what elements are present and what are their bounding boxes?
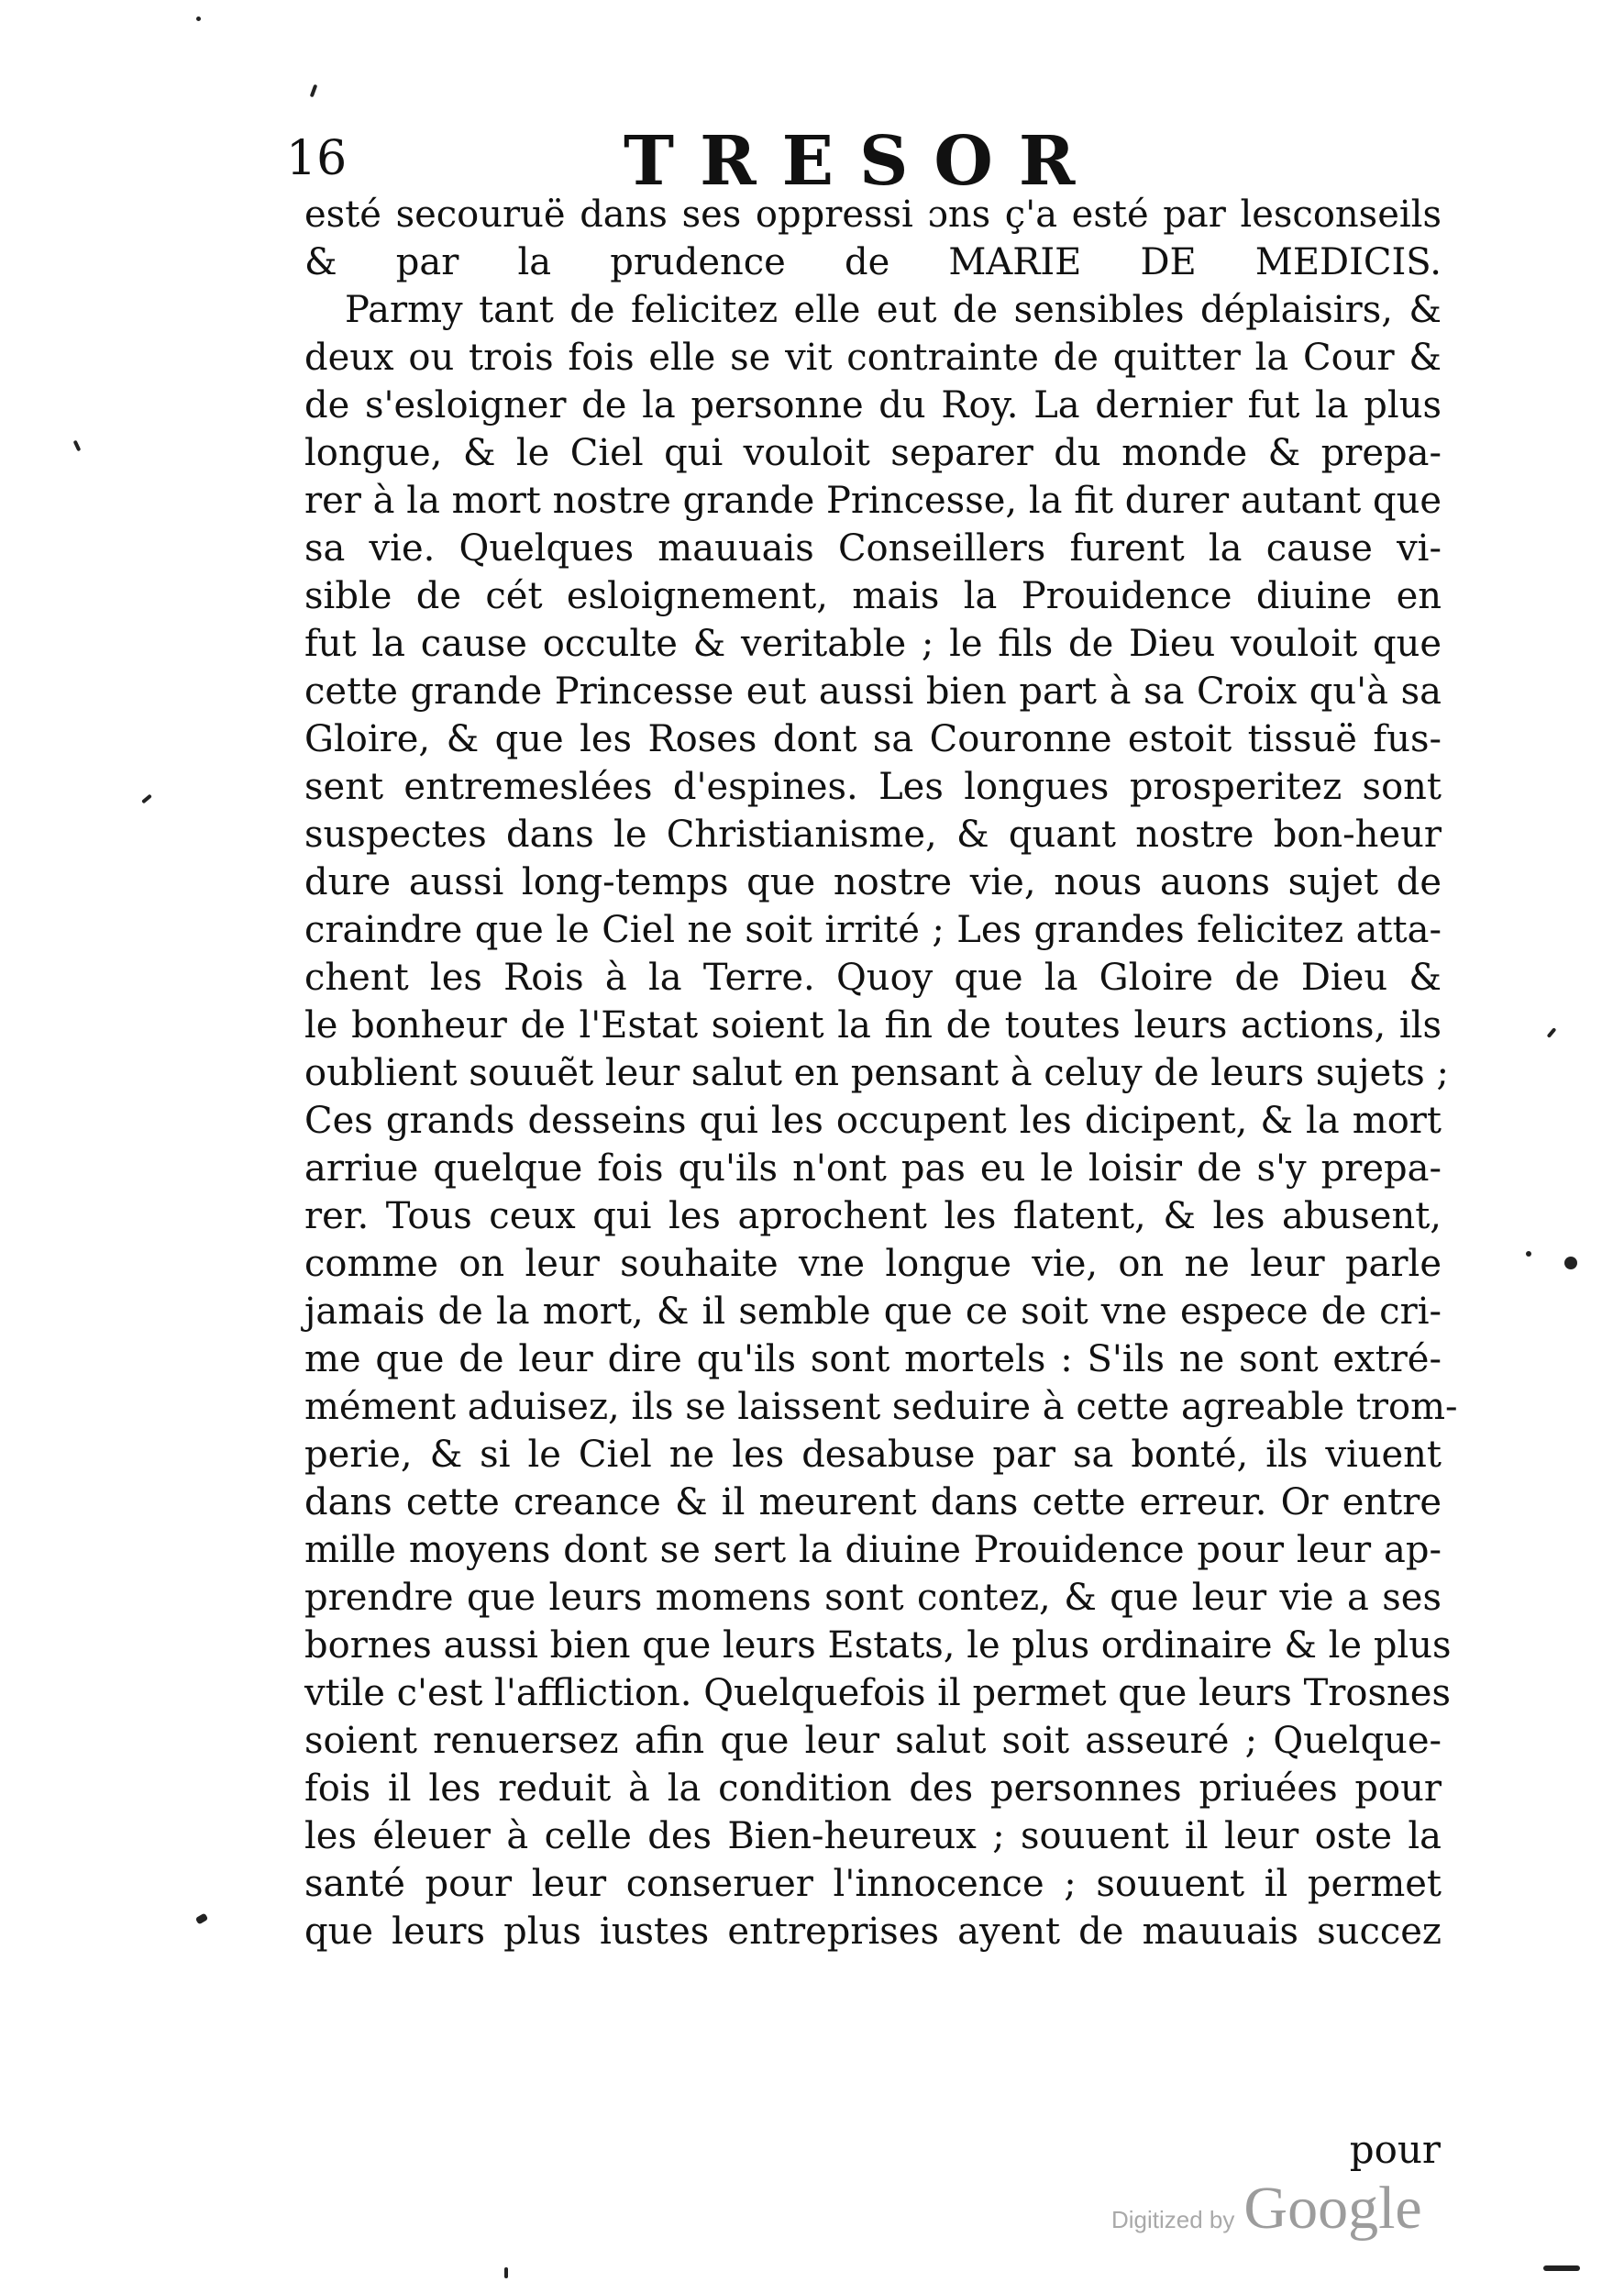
scan-speck xyxy=(1547,1027,1557,1038)
scan-speck xyxy=(195,1913,208,1925)
text-line: sent entremeslées d'espines. Les longues prosperitez sont xyxy=(304,766,1442,808)
text-line: que leurs plus iustes entreprises ayent de mauuais succez xyxy=(304,1911,1442,1953)
body-text xyxy=(304,191,1458,1955)
text-line: vtile c'est l'affliction. Quelquefois il permet que leurs Trosnes xyxy=(304,1672,1451,1714)
watermark-prefix: Digitized by xyxy=(1111,2206,1235,2233)
watermark-brand: Google xyxy=(1243,2175,1422,2242)
running-head: TRESOR xyxy=(624,122,1101,201)
text-line: oublient souuẽt leur salut en pensant à celuy de leurs sujets ; xyxy=(304,1052,1449,1094)
scan-speck xyxy=(196,17,201,21)
text-line: arriue quelque fois qu'ils n'ont pas eu le loisir de s'y prepa- xyxy=(304,1147,1442,1190)
scan-speck xyxy=(1526,1251,1531,1257)
page-number: 16 xyxy=(286,131,348,186)
text-line: Gloire, & que les Roses dont sa Couronne estoit tissuë fus- xyxy=(304,718,1442,760)
scan-speck xyxy=(141,794,152,804)
text-line: le bonheur de l'Estat soient la fin de toutes leurs actions, ils xyxy=(304,1004,1442,1047)
scan-speck xyxy=(73,440,82,452)
text-line: bornes aussi bien que leurs Estats, le plus ordinaire & le plus xyxy=(304,1624,1452,1667)
catchword: pour xyxy=(1349,2127,1441,2172)
text-line: dans cette creance & il meurent dans cette erreur. Or entre xyxy=(304,1481,1442,1523)
text-line: soient renuersez afin que leur salut soit asseuré ; Quelque- xyxy=(304,1720,1442,1762)
text-line: esté secouruë dans ses oppressi ɔns ç'a esté par lesconseils xyxy=(304,194,1442,236)
text-line: cette grande Princesse eut aussi bien part à sa Croix qu'à sa xyxy=(304,670,1442,713)
text-line: perie, & si le Ciel ne les desabuse par sa bonté, ils viuent xyxy=(304,1434,1442,1476)
text-line: Ces grands desseins qui les occupent les dicipent, & la mort xyxy=(304,1100,1442,1142)
text-line: craindre que le Ciel ne soit irrité ; Les grandes felicitez atta- xyxy=(304,909,1442,951)
text-line: les éleuer à celle des Bien-heureux ; souuent il leur oste la xyxy=(304,1815,1442,1857)
text-line: dure aussi long-temps que nostre vie, nous auons sujet de xyxy=(304,861,1442,903)
digitization-watermark xyxy=(1111,2174,1422,2243)
text-line: chent les Rois à la Terre. Quoy que la Gloire de Dieu & xyxy=(304,957,1442,999)
text-line: suspectes dans le Christianisme, & quant nostre bon-heur xyxy=(304,814,1442,856)
text-line: fois il les reduit à la condition des personnes priuées pour xyxy=(304,1767,1442,1810)
text-line: me que de leur dire qu'ils sont mortels : S'ils ne sont extré- xyxy=(304,1338,1442,1380)
text-line: & par la prudence de MARIE DE MEDICIS. xyxy=(304,241,1442,283)
scan-speck xyxy=(310,84,318,98)
text-line: comme on leur souhaite vne longue vie, on ne leur parle xyxy=(304,1243,1442,1285)
text-line: longue, & le Ciel qui vouloit separer du monde & prepa- xyxy=(304,432,1442,474)
text-line: mément aduisez, ils se laissent seduire à cette agreable trom- xyxy=(304,1386,1458,1428)
text-line: santé pour leur conseruer l'innocence ; souuent il permet xyxy=(304,1863,1442,1905)
text-line: prendre que leurs momens sont contez, & que leur vie a ses xyxy=(304,1577,1442,1619)
scan-speck xyxy=(1564,1257,1577,1269)
text-line: fut la cause occulte & veritable ; le fils de Dieu vouloit que xyxy=(304,623,1442,665)
text-line: Parmy tant de felicitez elle eut de sensibles déplaisirs, & xyxy=(345,289,1442,331)
text-line: rer. Tous ceux qui les aprochent les flatent, & les abusent, xyxy=(304,1195,1442,1237)
text-line: mille moyens dont se sert la diuine Prouidence pour leur ap- xyxy=(304,1529,1442,1571)
scan-speck xyxy=(1543,2265,1580,2271)
text-line: rer à la mort nostre grande Princesse, la fit durer autant que xyxy=(304,480,1442,522)
text-line: sa vie. Quelques mauuais Conseillers furent la cause vi- xyxy=(304,527,1442,570)
scan-speck xyxy=(504,2267,508,2278)
text-line: deux ou trois fois elle se vit contrainte de quitter la Cour & xyxy=(304,337,1442,379)
text-line: de s'esloigner de la personne du Roy. La dernier fut la plus xyxy=(304,384,1442,426)
text-line: sible de cét esloignement, mais la Prouidence diuine en xyxy=(304,575,1442,617)
text-line: jamais de la mort, & il semble que ce soit vne espece de cri- xyxy=(304,1291,1442,1333)
